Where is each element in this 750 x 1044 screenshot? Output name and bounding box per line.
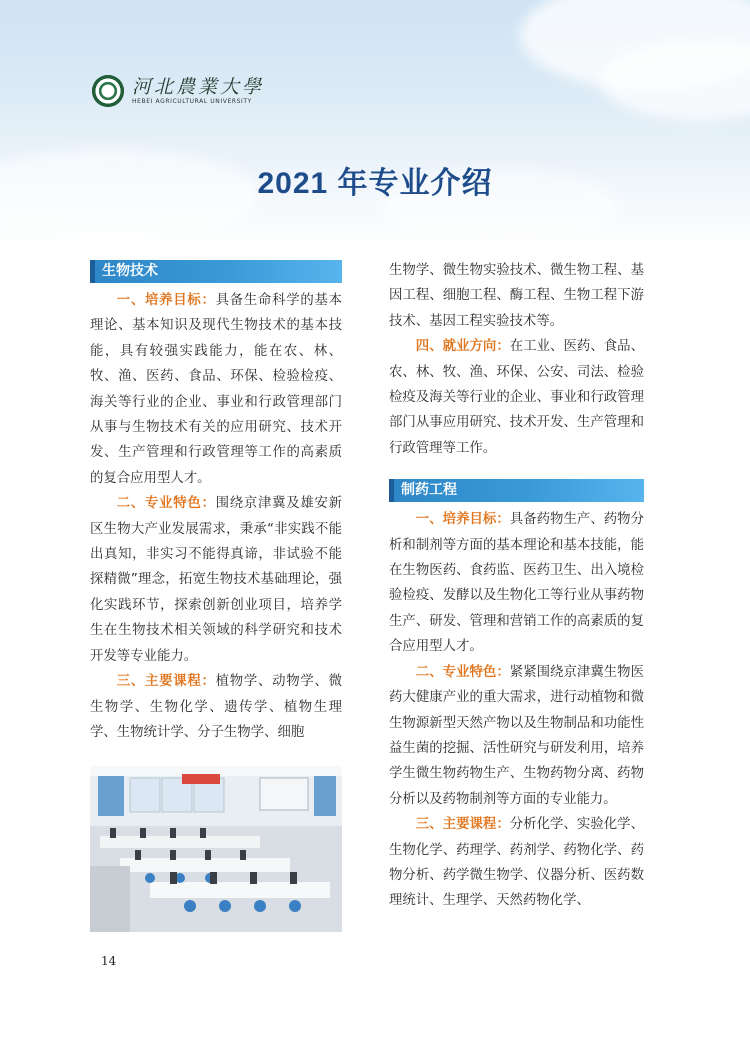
- paragraph: [389, 812, 644, 914]
- left-column: [90, 260, 342, 745]
- sky-background: [0, 0, 750, 250]
- sub-label: 四、就业方向：: [415, 339, 510, 355]
- paragraph-text: 生物学、微生物实验技术、微生物工程、基因工程、细胞工程、酶工程、生物工程下游技术、基因工程实验技术等。: [389, 263, 644, 329]
- sub-label: 二、专业特色：: [415, 664, 510, 680]
- section-heading-pharma: 制药工程: [389, 479, 644, 502]
- sub-label: 三、主要课程：: [116, 674, 216, 690]
- logo-chinese-name: 河北農業大學: [132, 76, 265, 98]
- university-logo: [92, 74, 264, 108]
- page-number: 14: [101, 954, 117, 968]
- paragraph-text: 围绕京津冀及雄安新区生物大产业发展需求，秉承“非实践不能出真知，非实习不能得真谛，非试验不能探精微”理念，拓宽生物技术基础理论，强化实践环节，探索创新创业项目，培养学生在生物技术相关领域的科学研究和技术开发等专业能力。: [90, 496, 343, 664]
- sub-label: 一、培养目标：: [116, 293, 216, 308]
- university-seal-icon: [92, 75, 124, 107]
- paragraph: [389, 507, 644, 659]
- paragraph-text: 分析化学、实验化学、生物化学、药理学、药剂学、药物化学、药物分析、药学微生物学、仪器分析、医药数理统计、生理学、天然药物化学、: [389, 817, 645, 909]
- sub-label: 一、培养目标：: [415, 512, 510, 528]
- paragraph-text: 植物学、动物学、微生物学、生物化学、遗传学、植物生理学、生物统计学、分子生物学、细胞: [90, 674, 343, 740]
- laboratory-photo: [90, 766, 342, 932]
- paragraph: [90, 669, 342, 745]
- paragraph-continued: [389, 258, 644, 334]
- paragraph-text: 紧紧围绕京津冀生物医药大健康产业的重大需求，进行动植物和微生物源新型天然产物以及生物制品和功能性益生菌的挖掘、活性研究与研发利用，培养学生微生物药物生产、生物药物分离、药物分析以及药物制剂等方面的专业能力。: [389, 664, 645, 807]
- paragraph-text: 具备生命科学的基本理论、基本知识及现代生物技术的基本技能，具有较强实践能力，能在农、林、牧、渔、医药、食品、环保、检验检疫、海关等行业的企业、事业和行政管理部门从事与生物技术有关的应用研究、技术开发、生产管理和行政管理等工作的高素质的复合应用型人才。: [90, 293, 343, 486]
- logo-english-name: HEBEI AGRICULTURAL UNIVERSITY: [132, 98, 252, 105]
- paragraph: [389, 334, 644, 461]
- right-column: [389, 258, 644, 914]
- paragraph-text: 在工业、医药、食品、农、林、牧、渔、环保、公安、司法、检验检疫及海关等行业的企业、事业和行政管理部门从事应用研究、技术开发、生产管理和行政管理等工作。: [389, 339, 645, 456]
- paragraph: [90, 288, 342, 491]
- sub-label: 三、主要课程：: [415, 817, 510, 833]
- section-heading-biotech: 生物技术: [90, 260, 342, 283]
- paragraph-text: 具备药物生产、药物分析和制剂等方面的基本理论和基本技能，能在生物医药、食药监、医药卫生、出入境检验检疫、发酵以及生物化工等行业从事药物生产、研发、管理和营销工作的高素质的复合应用型人才。: [389, 512, 645, 655]
- sub-label: 二、专业特色：: [116, 496, 216, 512]
- page-title: 2021 年专业介绍: [257, 167, 493, 200]
- paragraph: [389, 660, 644, 812]
- paragraph: [90, 491, 342, 669]
